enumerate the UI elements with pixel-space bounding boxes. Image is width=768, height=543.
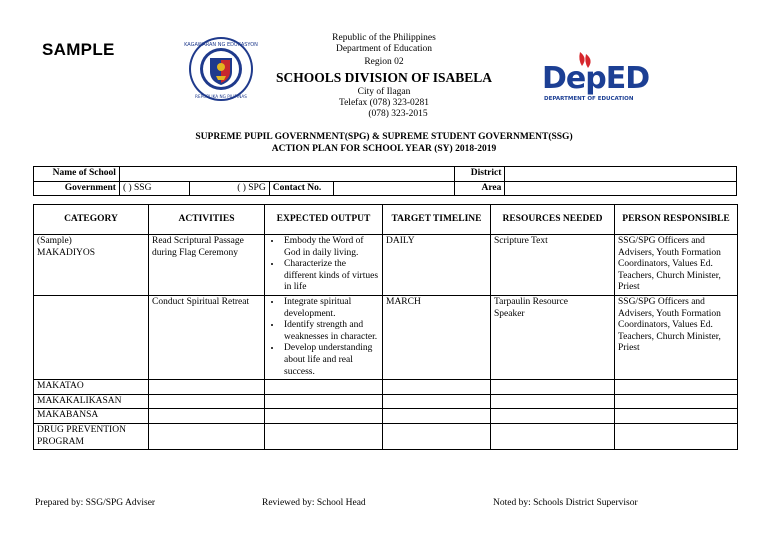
- empty-cell[interactable]: [383, 394, 491, 409]
- title-line-1: SUPREME PUPIL GOVERNMENT(SPG) & SUPREME STUDENT GOVERNMENT(SSG): [195, 132, 573, 142]
- table-row: [34, 295, 738, 379]
- activity-cell: Read Scriptural Passage during Flag Ceremony: [149, 235, 265, 296]
- header-activities: ACTIVITIES: [149, 205, 265, 235]
- category-cell: DRUG PREVENTION PROGRAM: [34, 423, 149, 449]
- category-cell: [34, 295, 149, 379]
- category-name: MAKADIYOS: [37, 247, 96, 258]
- table-row: [34, 409, 738, 424]
- table-row: [34, 235, 738, 296]
- city-line: City of Ilagan: [357, 87, 411, 97]
- empty-cell[interactable]: [491, 394, 615, 409]
- table-row: [34, 380, 738, 395]
- category-cell: MAKAKALIKASAN: [34, 394, 149, 409]
- deped-logo-subtext: DEPARTMENT OF EDUCATION: [544, 96, 634, 102]
- resources-cell: Scripture Text: [491, 235, 615, 296]
- person-cell: SSG/SPG Officers and Advisers, Youth Formation Coordinators, Values Ed. Teachers, Church Minister, Priest: [615, 295, 738, 379]
- seal-text-top: KAGAWARAN NG EDUKASYON: [184, 42, 258, 48]
- empty-cell[interactable]: [615, 394, 738, 409]
- republic-line: Republic of the Philippines: [332, 33, 436, 43]
- person-cell: SSG/SPG Officers and Advisers, Youth Formation Coordinators, Values Ed. Teachers, Church Minister, Priest: [615, 235, 738, 296]
- empty-cell[interactable]: [615, 380, 738, 395]
- noted-by: Noted by: Schools District Supervisor: [493, 498, 638, 508]
- activity-cell: Conduct Spiritual Retreat: [149, 295, 265, 379]
- action-plan-title: [0, 131, 768, 155]
- district-label: District: [455, 167, 505, 182]
- category-cell: [34, 235, 149, 296]
- header-target-timeline: TARGET TIMELINE: [383, 205, 491, 235]
- school-info-table: [33, 166, 737, 196]
- resources-text: Tarpaulin Resource Speaker: [494, 296, 568, 319]
- header-expected-output: EXPECTED OUTPUT: [265, 205, 383, 235]
- header-category: CATEGORY: [34, 205, 149, 235]
- reviewed-by: Reviewed by: School Head: [262, 498, 366, 508]
- area-field[interactable]: [505, 181, 737, 196]
- prepared-by: Prepared by: SSG/SPG Adviser: [35, 498, 156, 508]
- empty-cell[interactable]: [149, 394, 265, 409]
- empty-cell[interactable]: [149, 409, 265, 424]
- empty-cell[interactable]: [265, 380, 383, 395]
- header-resources-needed: RESOURCES NEEDED: [491, 205, 615, 235]
- output-item: • Develop understanding about life and real success.: [282, 343, 379, 378]
- expected-output-cell: [265, 235, 383, 296]
- contact-field[interactable]: [333, 181, 455, 196]
- header-person-responsible: PERSON RESPONSIBLE: [615, 205, 738, 235]
- contact-label: Contact No.: [269, 181, 333, 196]
- empty-cell[interactable]: [265, 394, 383, 409]
- output-item: • Identify strength and weaknesses in character.: [282, 320, 379, 343]
- district-field[interactable]: [505, 167, 737, 182]
- expected-output-cell: [265, 295, 383, 379]
- name-of-school-label: Name of School: [34, 167, 120, 182]
- table-row: [34, 394, 738, 409]
- name-of-school-field[interactable]: [119, 167, 454, 182]
- empty-cell[interactable]: [149, 423, 265, 449]
- empty-cell[interactable]: [615, 409, 738, 424]
- empty-cell[interactable]: [615, 423, 738, 449]
- empty-cell[interactable]: [383, 423, 491, 449]
- empty-cell[interactable]: [491, 409, 615, 424]
- telefax-line: Telefax (078) 323-0281: [338, 98, 430, 108]
- sample-label: SAMPLE: [42, 40, 115, 59]
- seal-text-bottom: REPUBLIKA NG PILIPINAS: [195, 94, 247, 99]
- output-item: • Embody the Word of God in daily living.: [282, 236, 379, 259]
- division-title: SCHOOLS DIVISION OF ISABELA: [276, 70, 492, 85]
- letterhead: [0, 33, 768, 120]
- region-line: Region 02: [364, 57, 404, 67]
- resources-cell: [491, 295, 615, 379]
- phone-line: (078) 323-2015: [368, 109, 428, 119]
- title-line-2: ACTION PLAN FOR SCHOOL YEAR (SY) 2018-2019: [271, 144, 497, 154]
- table-row: [34, 423, 738, 449]
- empty-cell[interactable]: [383, 380, 491, 395]
- timeline-cell: MARCH: [383, 295, 491, 379]
- output-item: • Characterize the different kinds of virtues in life: [282, 259, 379, 294]
- empty-cell[interactable]: [491, 380, 615, 395]
- area-label: Area: [455, 181, 505, 196]
- empty-cell[interactable]: [149, 380, 265, 395]
- government-label: Government: [34, 181, 120, 196]
- output-item: • Integrate spiritual development.: [282, 297, 379, 320]
- ssg-option[interactable]: ( ) SSG: [119, 181, 189, 196]
- timeline-cell: DAILY: [383, 235, 491, 296]
- deped-logo-text: DepED: [542, 61, 650, 96]
- empty-cell[interactable]: [265, 423, 383, 449]
- empty-cell[interactable]: [491, 423, 615, 449]
- category-cell: MAKATAO: [34, 380, 149, 395]
- action-plan-table: [33, 204, 738, 450]
- department-line: Department of Education: [335, 44, 433, 54]
- empty-cell[interactable]: [265, 409, 383, 424]
- empty-cell[interactable]: [383, 409, 491, 424]
- category-cell: MAKABANSA: [34, 409, 149, 424]
- category-note: (Sample): [37, 236, 72, 246]
- spg-option[interactable]: ( ) SPG: [189, 181, 269, 196]
